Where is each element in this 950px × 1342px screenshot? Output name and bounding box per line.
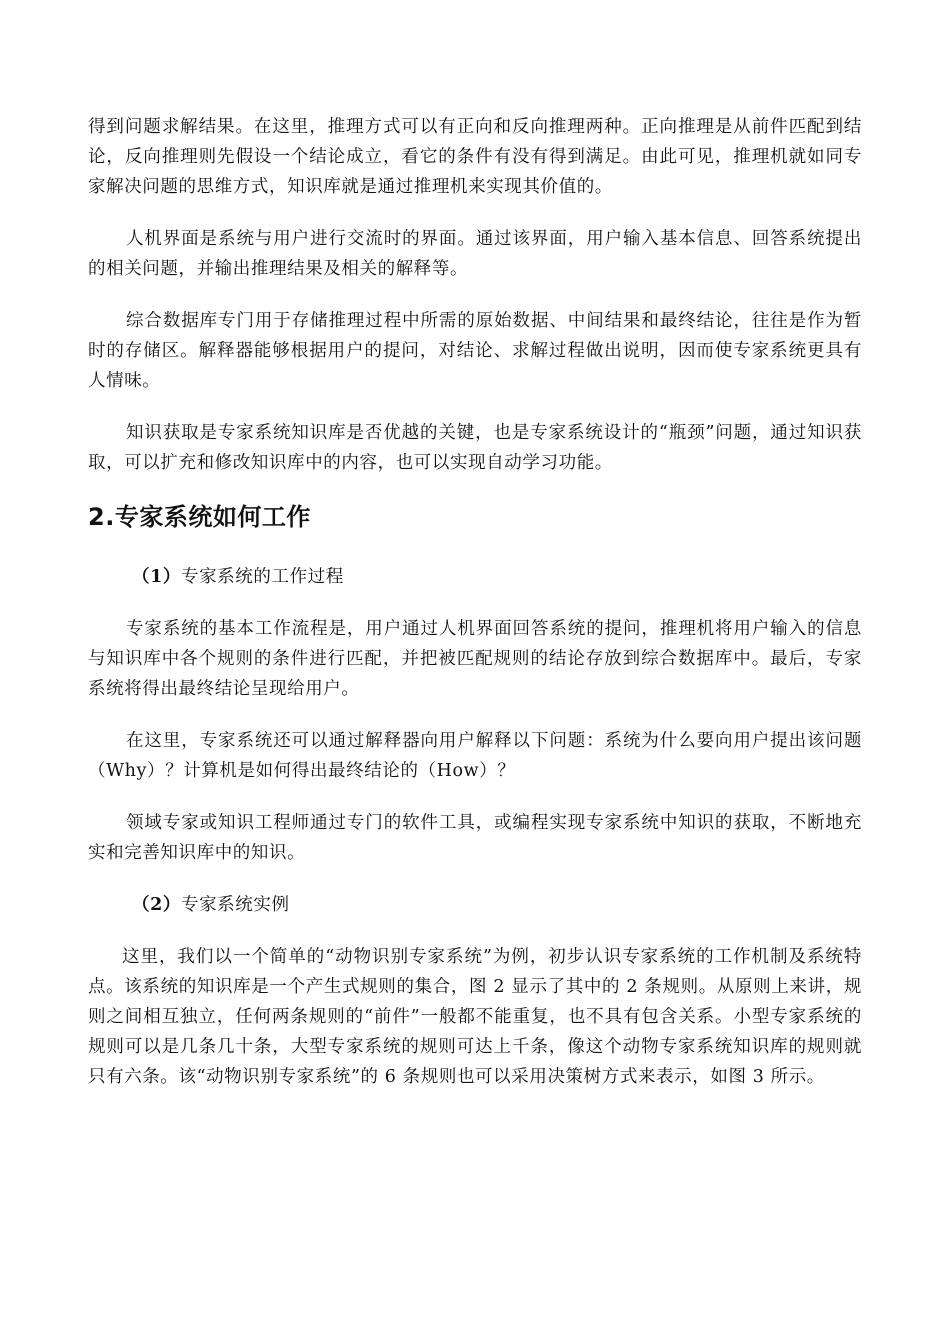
subsection-number: （2） bbox=[132, 895, 181, 915]
subsection-title: 专家系统实例 bbox=[180, 895, 290, 915]
subsection-title: 专家系统的工作过程 bbox=[180, 567, 344, 587]
paragraph-knowledge-engineer: 领域专家或知识工程师通过专门的软件工具，或编程实现专家系统中知识的获取，不断地充实和完善知识库中的知识。 bbox=[88, 813, 862, 863]
section-heading: 2.专家系统如何工作 bbox=[88, 503, 311, 531]
paragraph-workflow: 专家系统的基本工作流程是，用户通过人机界面回答系统的提问，推理机将用户输入的信息与知识库中各个规则的条件进行匹配，并把被匹配规则的结论存放到综合数据库中。最后，专家系统将得出最终结论呈现给用户。 bbox=[88, 619, 862, 699]
paragraph-user-interface: 人机界面是系统与用户进行交流时的界面。通过该界面，用户输入基本信息、回答系统提出的相关问题，并输出推理结果及相关的解释等。 bbox=[88, 229, 862, 279]
paragraph-database-explainer: 综合数据库专门用于存储推理过程中所需的原始数据、中间结果和最终结论，往往是作为暂时的存储区。解释器能够根据用户的提问，对结论、求解过程做出说明，因而使专家系统更具有人情味。 bbox=[88, 311, 862, 391]
subsection-number: （1） bbox=[132, 567, 181, 587]
document-page bbox=[88, 112, 862, 1114]
paragraph-inference-conclusion: 得到问题求解结果。在这里，推理方式可以有正向和反向推理两种。正向推理是从前件匹配到结论，反向推理则先假设一个结论成立，看它的条件有没有得到满足。由此可见，推理机就如同专家解决问题的思维方式，知识库就是通过推理机来实现其价值的。 bbox=[88, 117, 862, 197]
subsection-heading-example bbox=[132, 890, 862, 920]
paragraph-animal-expert-system: 这里，我们以一个简单的“动物识别专家系统”为例，初步认识专家系统的工作机制及系统特点。该系统的知识库是一个产生式规则的集合，图 2 显示了其中的 2 条规则。从原则上来讲，规则之间相互独立，任何两条规则的“前件”一般都不能重复，也不具有包含关系。小型专家系统的规则可以是几条几十条，大型专家系统的规则可达上千条，像这个动物专家系统知识库的规则就只有六条。该“动物识别专家系统”的 6 条规则也可以采用决策树方式来表示，如图 3 所示。 bbox=[88, 947, 862, 1087]
paragraph-knowledge-acquisition: 知识获取是专家系统知识库是否优越的关键，也是专家系统设计的“瓶颈”问题，通过知识获取，可以扩充和修改知识库中的内容，也可以实现自动学习功能。 bbox=[88, 423, 862, 473]
subsection-heading-work-process bbox=[132, 562, 862, 592]
paragraph-explainer-questions: 在这里，专家系统还可以通过解释器向用户解释以下问题：系统为什么要向用户提出该问题（Why）？计算机是如何得出最终结论的（How）？ bbox=[88, 731, 862, 781]
